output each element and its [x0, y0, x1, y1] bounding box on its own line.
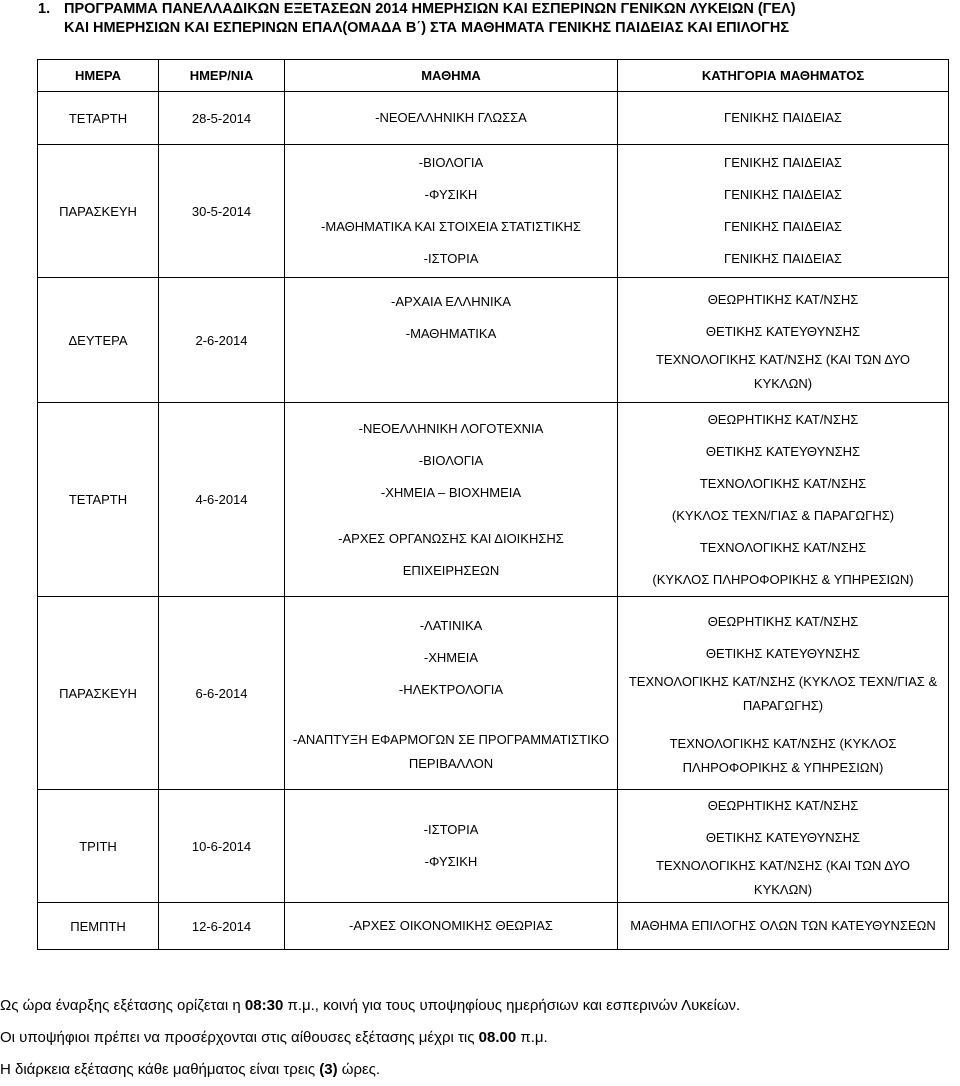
subject-line: -ΙΣΤΟΡΙΑ — [423, 822, 479, 837]
subject-line: -ΦΥΣΙΚΗ — [424, 187, 478, 202]
category-line: ΤΕΧΝΟΛΟΓΙΚΗΣ ΚΑΤ/ΝΣΗΣ (ΚΥΚΛΟΣ ΤΕΧΝ/ΓΙΑΣ & — [628, 674, 938, 689]
category-cell — [618, 145, 949, 278]
note-bold-hours: (3) — [319, 1061, 338, 1078]
category-line: ΤΕΧΝΟΛΟΓΙΚΗΣ ΚΑΤ/ΝΣΗΣ (ΚΑΙ ΤΩΝ ΔΥΟ — [655, 858, 911, 873]
note-text: π.μ. — [516, 1029, 548, 1046]
day-cell: ΤΕΤΑΡΤΗ — [38, 92, 159, 145]
subject-line: -ΦΥΣΙΚΗ — [424, 854, 478, 869]
heading-line-2: ΚΑΙ ΗΜΕΡΗΣΙΩΝ ΚΑΙ ΕΣΠΕΡΙΝΩΝ ΕΠΑΛ(ΟΜΑΔΑ Β΄) ΣΤΑ ΜΑΘΗΜΑΤΑ ΓΕΝΙΚΗΣ ΠΑΙΔΕΙΑΣ ΚΑΙ ΕΠΙΛΟΓΗΣ — [64, 20, 790, 36]
category-line: ΘΕΤΙΚΗΣ ΚΑΤΕΥΘΥΝΣΗΣ — [705, 324, 861, 339]
category-cell — [618, 790, 949, 903]
category-line: ΠΑΡΑΓΩΓΗΣ) — [742, 698, 824, 713]
category-line: ΘΕΩΡΗΤΙΚΗΣ ΚΑΤ/ΝΣΗΣ — [707, 798, 859, 813]
header-subject: ΜΑΘΗΜΑ — [285, 60, 618, 92]
date-cell: 30-5-2014 — [159, 145, 285, 278]
subject-line: -ΒΙΟΛΟΓΙΑ — [418, 155, 484, 170]
category-cell — [618, 903, 949, 950]
category-line: ΓΕΝΙΚΗΣ ΠΑΙΔΕΙΑΣ — [724, 110, 842, 125]
category-line: ΤΕΧΝΟΛΟΓΙΚΗΣ ΚΑΤ/ΝΣΗΣ — [699, 539, 867, 555]
category-line: ΤΕΧΝΟΛΟΓΙΚΗΣ ΚΑΤ/ΝΣΗΣ (ΚΑΙ ΤΩΝ ΔΥΟ — [655, 352, 911, 367]
table-row — [38, 903, 949, 950]
date-cell: 28-5-2014 — [159, 92, 285, 145]
category-cell — [618, 597, 949, 790]
subject-line: -ΧΗΜΕΙΑ – ΒΙΟΧΗΜΕΙΑ — [380, 484, 522, 500]
document-heading — [38, 0, 938, 38]
date-cell: 6-6-2014 — [159, 597, 285, 790]
note-arrival-time — [0, 1022, 960, 1054]
subject-line: -ΛΑΤΙΝΙΚΑ — [419, 618, 483, 633]
category-cell — [618, 403, 949, 597]
category-line: ΜΑΘΗΜΑ ΕΠΙΛΟΓΗΣ ΟΛΩΝ ΤΩΝ ΚΑΤΕΥΘΥΝΣΕΩΝ — [630, 918, 936, 933]
day-cell: ΠΕΜΠΤΗ — [38, 903, 159, 950]
subject-cell — [285, 903, 618, 950]
subject-cell — [285, 403, 618, 597]
subject-line: ΠΕΡΙΒΑΛΛΟΝ — [408, 756, 494, 771]
day-cell: ΤΕΤΑΡΤΗ — [38, 403, 159, 597]
category-cell — [618, 278, 949, 403]
table-row — [38, 403, 949, 597]
subject-line: -ΑΝΑΠΤΥΞΗ ΕΦΑΡΜΟΓΩΝ ΣΕ ΠΡΟΓΡΑΜΜΑΤΙΣΤΙΚΟ — [292, 732, 610, 747]
note-text: Ως ώρα έναρξης εξέτασης ορίζεται η — [0, 997, 245, 1014]
heading-number: 1. — [38, 1, 51, 17]
header-category: ΚΑΤΗΓΟΡΙΑ ΜΑΘΗΜΑΤΟΣ — [618, 60, 949, 92]
day-cell: ΤΡΙΤΗ — [38, 790, 159, 903]
heading-text-1: ΠΡΟΓΡΑΜΜΑ ΠΑΝΕΛΛΑΔΙΚΩΝ ΕΞΕΤΑΣΕΩΝ 2014 ΗΜΕΡΗΣΙΩΝ ΚΑΙ ΕΣΠΕΡΙΝΩΝ ΓΕΝΙΚΩΝ ΛΥΚΕΙΩΝ (ΓΕΛ) — [64, 1, 796, 17]
subject-line: -ΝΕΟΕΛΛΗΝΙΚΗ ΛΟΓΟΤΕΧΝΙΑ — [358, 420, 544, 436]
category-line: ΘΕΩΡΗΤΙΚΗΣ ΚΑΤ/ΝΣΗΣ — [707, 292, 859, 307]
subject-line: -ΒΙΟΛΟΓΙΑ — [418, 452, 484, 468]
subject-cell — [285, 92, 618, 145]
category-line: ΘΕΤΙΚΗΣ ΚΑΤΕΥΘΥΝΣΗΣ — [705, 646, 861, 661]
day-cell: ΠΑΡΑΣΚΕΥΗ — [38, 597, 159, 790]
subject-line: -ΗΛΕΚΤΡΟΛΟΓΙΑ — [398, 682, 504, 697]
category-line: ΓΕΝΙΚΗΣ ΠΑΙΔΕΙΑΣ — [724, 187, 842, 202]
table-row — [38, 790, 949, 903]
day-cell: ΠΑΡΑΣΚΕΥΗ — [38, 145, 159, 278]
note-text: Οι υποψήφιοι πρέπει να προσέρχονται στις αίθουσες εξέτασης μέχρι τις — [0, 1029, 479, 1046]
heading-line-1 — [38, 0, 938, 19]
category-line: ΘΕΤΙΚΗΣ ΚΑΤΕΥΘΥΝΣΗΣ — [705, 443, 861, 459]
table-row — [38, 278, 949, 403]
note-bold-time: 08:30 — [244, 997, 284, 1014]
header-date: ΗΜΕΡ/ΝΙΑ — [159, 60, 285, 92]
date-cell: 2-6-2014 — [159, 278, 285, 403]
category-cell — [618, 92, 949, 145]
subject-line: -ΝΕΟΕΛΛΗΝΙΚΗ ΓΛΩΣΣΑ — [375, 110, 527, 125]
header-day: ΗΜΕΡΑ — [38, 60, 159, 92]
subject-line: -ΑΡΧΕΣ ΟΡΓΑΝΩΣΗΣ ΚΑΙ ΔΙΟΙΚΗΣΗΣ ΕΠΙΧΕΙΡΗΣΕΩΝ — [338, 530, 564, 578]
day-cell: ΔΕΥΤΕΡΑ — [38, 278, 159, 403]
category-line: (ΚΥΚΛΟΣ ΠΛΗΡΟΦΟΡΙΚΗΣ & ΥΠΗΡΕΣΙΩΝ) — [652, 571, 914, 587]
date-cell: 4-6-2014 — [159, 403, 285, 597]
subject-line: -ΑΡΧΕΣ ΟΙΚΟΝΟΜΙΚΗΣ ΘΕΩΡΙΑΣ — [349, 918, 553, 933]
exam-notes — [0, 990, 960, 1086]
category-line: ΓΕΝΙΚΗΣ ΠΑΙΔΕΙΑΣ — [724, 219, 842, 234]
category-line: ΘΕΩΡΗΤΙΚΗΣ ΚΑΤ/ΝΣΗΣ — [707, 614, 859, 629]
subject-cell — [285, 790, 618, 903]
category-line: ΠΛΗΡΟΦΟΡΙΚΗΣ & ΥΠΗΡΕΣΙΩΝ) — [682, 760, 884, 775]
subject-line: -ΑΡΧΑΙΑ ΕΛΛΗΝΙΚΑ — [391, 294, 511, 309]
date-cell: 10-6-2014 — [159, 790, 285, 903]
note-text: ώρες. — [337, 1061, 381, 1078]
note-bold-time: 08.00 — [478, 1029, 517, 1046]
subject-cell — [285, 597, 618, 790]
note-duration — [0, 1054, 960, 1086]
subject-line: -ΙΣΤΟΡΙΑ — [423, 251, 479, 266]
table-row — [38, 92, 949, 145]
category-line: ΤΕΧΝΟΛΟΓΙΚΗΣ ΚΑΤ/ΝΣΗΣ — [699, 475, 867, 491]
category-line: ΚΥΚΛΩΝ) — [753, 376, 813, 391]
subject-cell — [285, 145, 618, 278]
note-start-time — [0, 990, 960, 1022]
subject-cell — [285, 278, 618, 403]
note-text: Η διάρκεια εξέτασης κάθε μαθήματος είναι τρεις — [0, 1061, 320, 1078]
subject-line: -ΜΑΘΗΜΑΤΙΚΑ ΚΑΙ ΣΤΟΙΧΕΙΑ ΣΤΑΤΙΣΤΙΚΗΣ — [321, 219, 581, 234]
category-line: ΘΕΩΡΗΤΙΚΗΣ ΚΑΤ/ΝΣΗΣ — [707, 411, 859, 427]
table-header-row — [38, 60, 949, 92]
date-cell: 12-6-2014 — [159, 903, 285, 950]
category-line: ΚΥΚΛΩΝ) — [753, 882, 813, 897]
category-line: ΘΕΤΙΚΗΣ ΚΑΤΕΥΘΥΝΣΗΣ — [705, 830, 861, 845]
note-text: π.μ., κοινή για τους υποψηφίους ημερήσιων και εσπερινών Λυκείων. — [283, 997, 741, 1014]
category-line: ΓΕΝΙΚΗΣ ΠΑΙΔΕΙΑΣ — [724, 155, 842, 170]
category-line: (ΚΥΚΛΟΣ ΤΕΧΝ/ΓΙΑΣ & ΠΑΡΑΓΩΓΗΣ) — [671, 507, 895, 523]
category-line: ΓΕΝΙΚΗΣ ΠΑΙΔΕΙΑΣ — [724, 251, 842, 266]
table-row — [38, 145, 949, 278]
table-row — [38, 597, 949, 790]
subject-line: -ΜΑΘΗΜΑΤΙΚΑ — [405, 326, 497, 341]
category-line: ΤΕΧΝΟΛΟΓΙΚΗΣ ΚΑΤ/ΝΣΗΣ (ΚΥΚΛΟΣ — [669, 736, 897, 751]
subject-line: -ΧΗΜΕΙΑ — [423, 650, 479, 665]
exam-schedule-table — [37, 59, 949, 950]
